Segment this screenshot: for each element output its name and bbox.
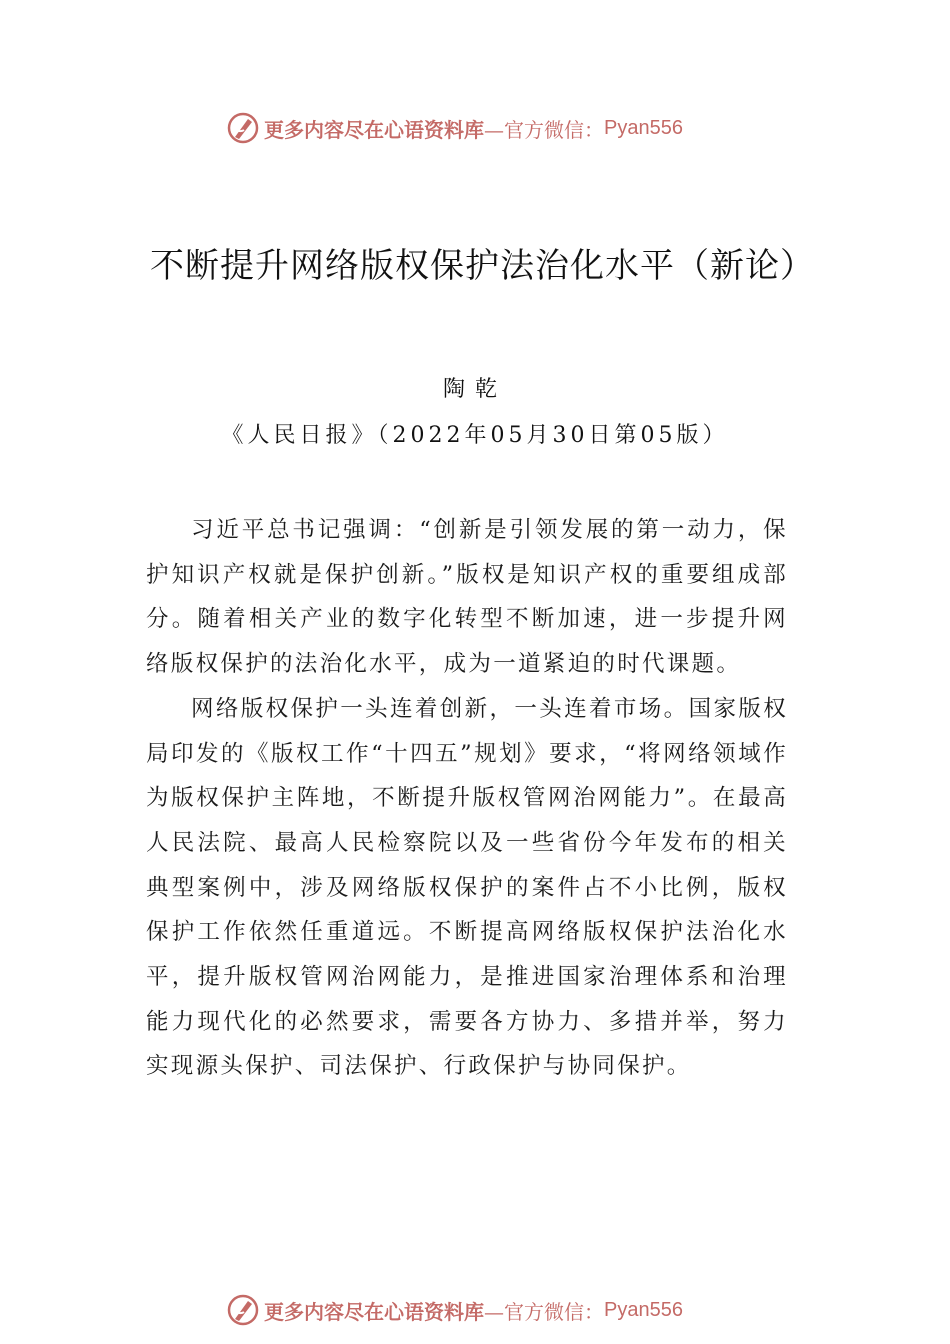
article-paragraph: 习近平总书记强调：“创新是引领发展的第一动力，保护知识产权就是保护创新。”版权是知识产权的重要组成部分。随着相关产业的数字化转型不断加速，进一步提升网络版权保护的法治化水平，成为一道紧迫的时代课题。 (146, 517, 788, 678)
article-author: 陶乾 (442, 377, 507, 402)
article-paragraph: 网络版权保护一头连着创新，一头连着市场。国家版权局印发的《版权工作“十四五”规划》要求，“将网络领域作为版权保护主阵地，不断提升版权管网治网能力”。在最高人民法院、最高人民检察院以及一些省份今年发布的相关典型案例中，涉及网络版权保护的案件占不小比例，版权保护工作依然任重道远。不断提高网络版权保护法治化水平，提升版权管网治网能力，是推进国家治理体系和治理能力现代化的必然要求，需要各方协力、多措并举，努力实现源头保护、司法保护、行政保护与协同保护。 (146, 695, 788, 1080)
article-title: 不断提升网络版权保护法治化水平（新论） (150, 246, 815, 286)
watermark-footer (226, 1292, 683, 1328)
article-body (146, 508, 788, 1089)
watermark-main-text: 更多内容尽在心语资料库 (264, 1299, 484, 1324)
pen-nib-logo-icon (226, 1293, 260, 1327)
watermark-wechat-id: Pyan556 (604, 1298, 683, 1321)
pen-nib-logo-icon (226, 111, 260, 145)
watermark-sub-text: —官方微信： (484, 117, 604, 142)
watermark-main-text: 更多内容尽在心语资料库 (264, 117, 484, 142)
watermark-header (226, 110, 683, 146)
article-source: 《人民日报》（2022年05月30日第05版） (221, 423, 729, 448)
watermark-sub-text: —官方微信： (484, 1299, 604, 1324)
watermark-wechat-id: Pyan556 (604, 116, 683, 139)
